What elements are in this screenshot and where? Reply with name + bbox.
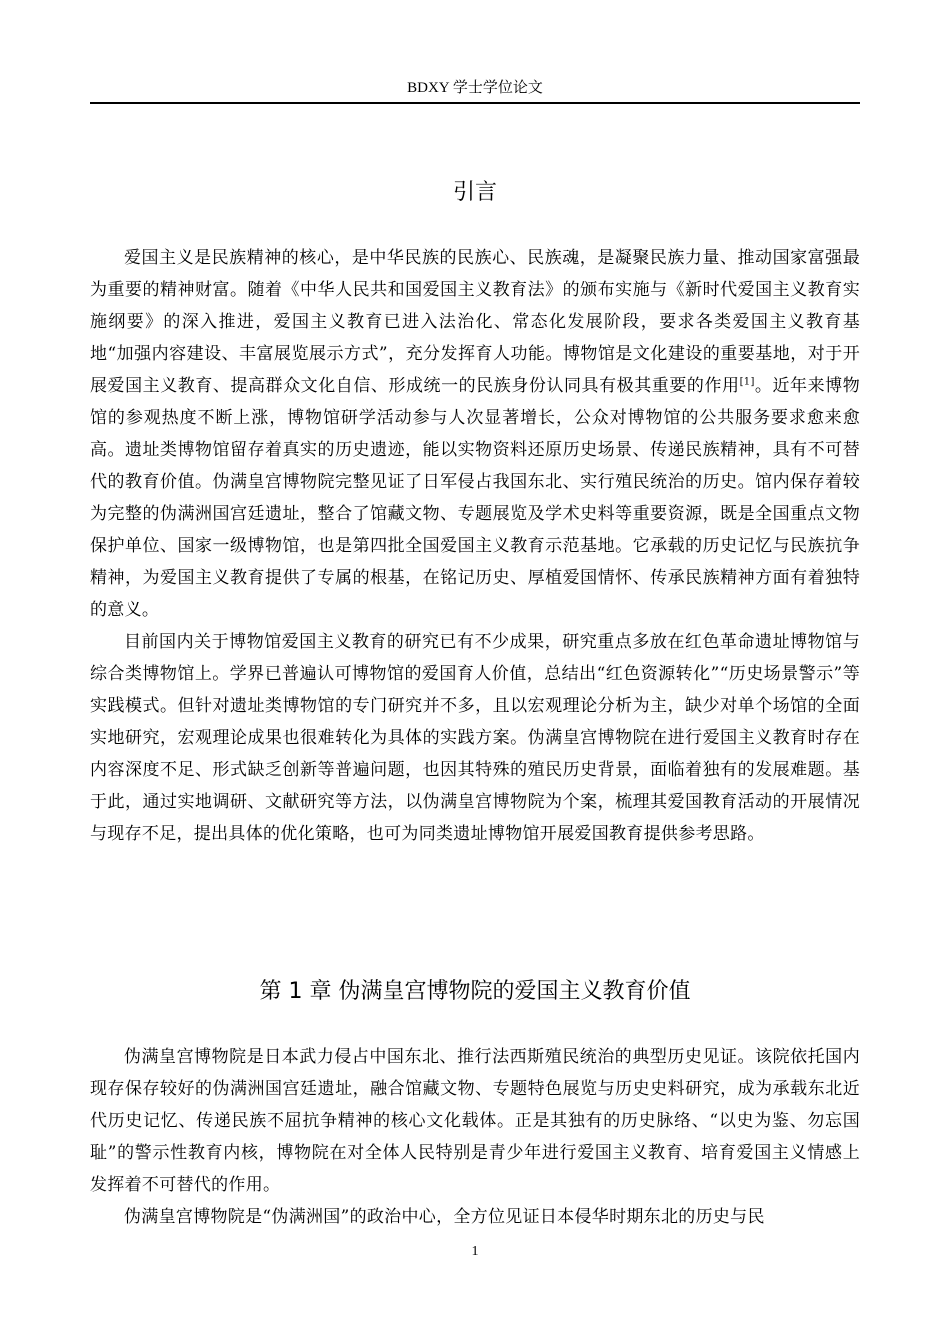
chapter-1-section xyxy=(90,1041,860,1233)
intro-paragraph-2: 目前国内关于博物馆爱国主义教育的研究已有不少成果，研究重点多放在红色革命遗址博物馆与综合类博物馆上。学界已普遍认可博物馆的爱国育人价值，总结出“红色资源转化”“历史场景警示”等实践模式。但针对遗址类博物馆的专门研究并不多，且以宏观理论分析为主，缺少对单个场馆的全面实地研究，宏观理论成果也很难转化为具体的实践方案。伪满皇宫博物院在进行爱国主义教育时存在内容深度不足、形式缺乏创新等普遍问题，也因其特殊的殖民历史背景，面临着独有的发展难题。基于此，通过实地调研、文献研究等方法，以伪满皇宫博物院为个案，梳理其爱国教育活动的开展情况与现存不足，提出具体的优化策略，也可为同类遗址博物馆开展爱国教育提供参考思路。 xyxy=(90,632,860,844)
intro-heading: 引言 xyxy=(452,180,497,205)
intro-paragraph-1-text-a: 爱国主义是民族精神的核心，是中华民族的民族心、民族魂，是凝聚民族力量、推动国家富强最为重要的精神财富。随着《中华人民共和国爱国主义教育法》的颁布实施与《新时代爱国主义教育实施纲要》的深入推进，爱国主义教育已进入法治化、常态化发展阶段，要求各类爱国主义教育基地“加强内容建设、丰富展览展示方式”，充分发挥育人功能。博物馆是文化建设的重要基地，对于开展爱国主义教育、提高群众文化自信、形成统一的民族身份认同具有极其重要的作用 xyxy=(90,248,860,396)
chapter-1-paragraph-1: 伪满皇宫博物院是日本武力侵占中国东北、推行法西斯殖民统治的典型历史见证。该院依托国内现存保存较好的伪满洲国宫廷遗址，融合馆藏文物、专题特色展览与历史史料研究，成为承载东北近代历史记忆、传递民族不屈抗争精神的核心文化载体。正是其独有的历史脉络、“以史为鉴、勿忘国耻”的警示性教育内核，博物院在对全体人民特别是青少年进行爱国主义教育、培育爱国主义情感上发挥着不可替代的作用。 xyxy=(90,1047,860,1195)
chapter-1-paragraph-2: 伪满皇宫博物院是“伪满洲国”的政治中心，全方位见证日本侵华时期东北的历史与民 xyxy=(124,1207,765,1227)
intro-paragraph-1 xyxy=(90,242,860,626)
intro-paragraph-1-text-b: 。近年来博物馆的参观热度不断上涨，博物馆研学活动参与人次显著增长，公众对博物馆的公共服务要求愈来愈高。遗址类博物馆留存着真实的历史遗迹，能以实物资料还原历史场景、传递民族精神，具有不可替代的教育价值。伪满皇宫博物院完整见证了日军侵占我国东北、实行殖民统治的历史。馆内保存着较为完整的伪满洲国宫廷遗址，整合了馆藏文物、专题展览及学术史料等重要资源，既是全国重点文物保护单位、国家一级博物馆，也是第四批全国爱国主义教育示范基地。它承载的历史记忆与民族抗争精神，为爱国主义教育提供了专属的根基，在铭记历史、厚植爱国情怀、传承民族精神方面有着独特的意义。 xyxy=(90,376,860,620)
page-header: BDXY 学士学位论文 xyxy=(90,78,860,104)
intro-section xyxy=(90,242,860,850)
chapter-1-heading: 第 1 章 伪满皇宫博物院的爱国主义教育价值 xyxy=(259,979,691,1004)
citation-ref[interactable]: [1] xyxy=(739,376,755,388)
page-number: 1 xyxy=(471,1244,479,1259)
